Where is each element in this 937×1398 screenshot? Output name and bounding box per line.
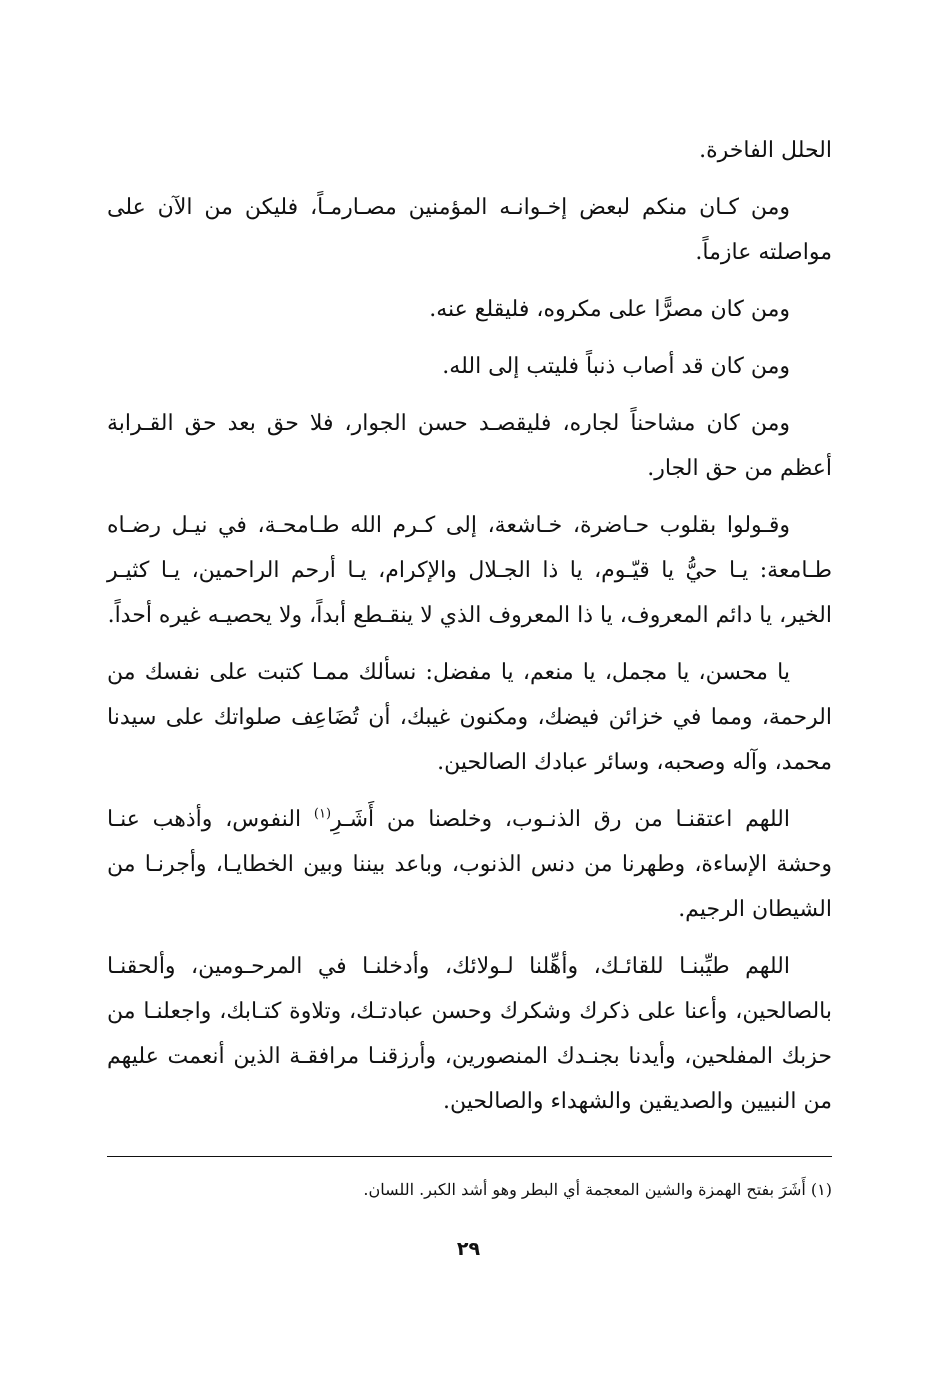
paragraph-4: ومن كان قد أصاب ذنباً فليتب إلى الله. — [442, 354, 790, 379]
paragraph-6: وقـولوا بقلوب حـاضرة، خـاشعة، إلى كـرم الله طـامحـة، في نيـل رضـاه طـامعة: يـا حيُّ يا قيّـوم، يا ذا الجـلال والإكرام، يـا أرحم الراحمين، يـا كثيـر الخير، يا دائم المعروف، يا ذا المعروف الذي لا ينقـطع أبداً، ولا يحصيـه غيره أحداً. — [107, 513, 832, 628]
paragraph-9: اللهم طيِّبنـا للقائـك، وأهِّلنا لـولائك، وأدخلنـا في المرحـومين، وألحقنـا بالصالحين، وأعنا على ذكرك وشكرك وحسن عبادتـك، وتلاوة كتـابك، واجعلنـا من حزبك المفلحين، وأيدنا بجنـدك المنصورين، وأرزقنـا مرافقـة الذين أنعمت عليهم من النبيين والصديقين والشهداء والصالحين. — [107, 954, 832, 1114]
footnote-divider — [107, 1156, 832, 1157]
paragraph-1: الحلل الفاخرة. — [699, 138, 832, 163]
footnote: (١) أَشَرَ بفتح الهمزة والشين المعجمة أي البطر وهو أشد الكبر. اللسان. — [363, 1180, 832, 1199]
footnote-reference: (١) — [313, 806, 332, 822]
paragraph-7: يا محسن، يا مجمل، يا منعم، يا مفضل: نسألك ممـا كتبت على نفسك من الرحمة، ومما في خزائن فيضك، ومكنون غيبك، أن تُضَاعِف صلواتك على سيدنا محمد، وآله وصحبه، وسائر عبادك الصالحين. — [107, 660, 832, 775]
page-number: ٢٩ — [456, 1238, 481, 1260]
main-text — [107, 128, 832, 1136]
paragraph-8-start: اللهم اعتقنـا من رق الذنـوب، وخلصنا من أَشَـرِ — [331, 807, 790, 832]
paragraph-2: ومن كـان منكم لبعض إخـوانـه المؤمنين مصـارمـاً، فليكن من الآن على مواصلته عازماً. — [107, 195, 832, 265]
paragraph-8-end: النفوس، وأذهب عنـا وحشة الإساءة، وطهرنا من دنس الذنوب، وباعد بيننا وبين الخطايـا، وأجرنـا من الشيطان الرجيم. — [107, 807, 832, 922]
paragraph-3: ومن كان مصرًّا على مكروه، فليقلع عنه. — [429, 297, 790, 322]
paragraph-5: ومن كان مشاحناً لجاره، فليقصـد حسن الجوار، فلا حق بعد حق القـرابة أعظم من حق الجار. — [107, 411, 832, 481]
paragraph-8 — [107, 797, 832, 932]
